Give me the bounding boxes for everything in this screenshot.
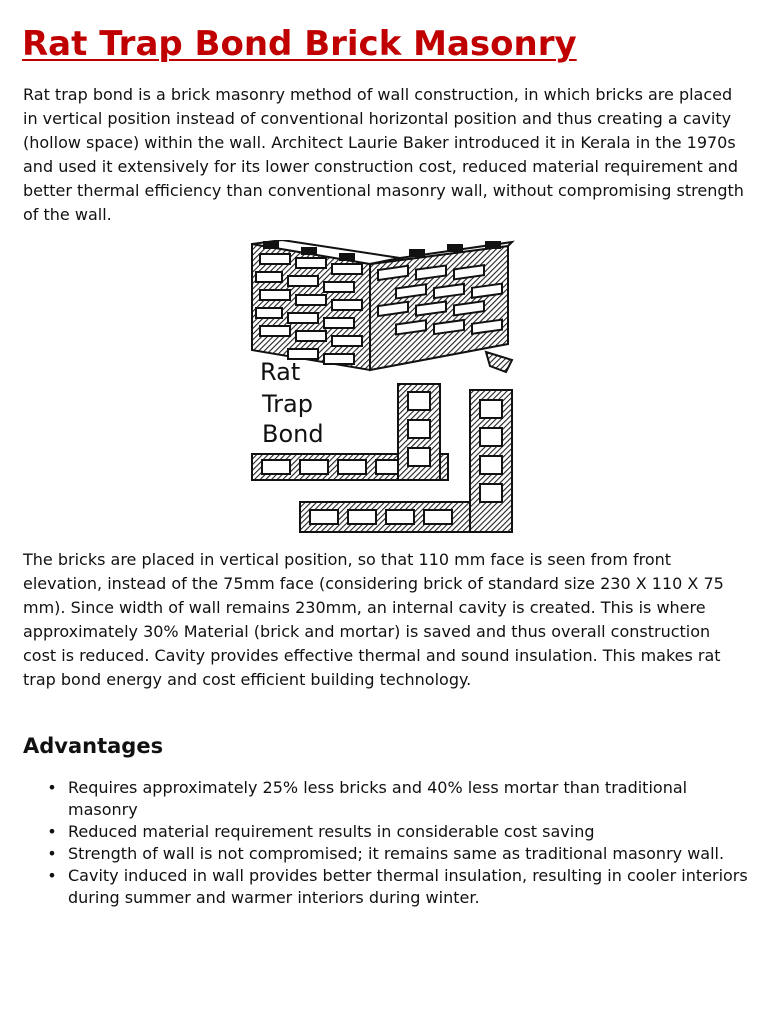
bullet-icon: • <box>47 778 57 797</box>
figure-label <box>260 358 324 448</box>
figure-label-line-1: Rat <box>260 358 301 386</box>
list-item <box>23 865 748 909</box>
intro-paragraph: Rat trap bond is a brick masonry method of wall construction, in which bricks are placed in vertical position instead of conventional horizontal position and thus creating a cavity (hollow space) within the wall. Architect Laurie Baker introduced it in Kerala in the 1970s and used it extensively for its lower construction cost, reduced material requirement and better thermal efficiency than conventional masonry wall, without compromising strength of the wall. <box>23 85 744 224</box>
left-wall-face <box>252 244 370 370</box>
rat-trap-bond-illustration <box>250 240 516 536</box>
figure-label-line-2: Trap <box>262 390 313 418</box>
body-paragraph: The bricks are placed in vertical position, so that 110 mm face is seen from front elevation, instead of the 75mm face (considering brick of standard size 230 X 110 X 75 mm). Since width of wall remains 230mm, an internal cavity is created. This is where approximately 30% Material (brick and mortar) is saved and thus overall construction cost is reduced. Cavity provides effective thermal and sound insulation. This makes rat trap bond energy and cost efficient building technology. <box>23 550 724 689</box>
list-item <box>23 777 748 821</box>
advantages-list <box>23 777 748 909</box>
section-arrow <box>486 352 512 372</box>
list-item <box>23 821 748 843</box>
brick-wall-sketch <box>250 240 516 536</box>
advantages-heading: Advantages <box>23 734 164 758</box>
list-item <box>23 843 748 865</box>
list-item-text: Strength of wall is not compromised; it remains same as traditional masonry wall. <box>68 844 725 863</box>
page-title: Rat Trap Bond Brick Masonry <box>22 24 577 64</box>
list-item-text: Reduced material requirement results in considerable cost saving <box>68 822 595 841</box>
bullet-icon: • <box>47 822 57 841</box>
bullet-icon: • <box>47 866 57 885</box>
figure-label-line-3: Bond <box>262 420 324 448</box>
list-item-text: Cavity induced in wall provides better thermal insulation, resulting in cooler interiors during summer and warmer interiors during winter. <box>68 866 748 907</box>
list-item-text: Requires approximately 25% less bricks and 40% less mortar than traditional masonry <box>68 778 688 819</box>
bullet-icon: • <box>47 844 57 863</box>
